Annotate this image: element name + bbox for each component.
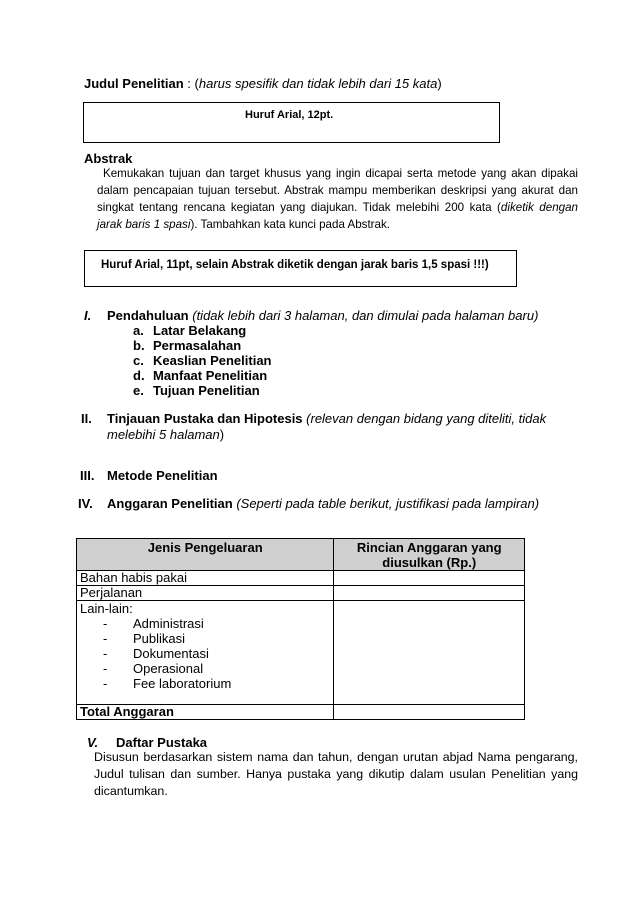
- table-cell: [334, 571, 525, 586]
- judul-sep: : (: [183, 76, 199, 91]
- table-cell: Bahan habis pakai: [77, 571, 334, 586]
- section-3-number: III.: [80, 468, 95, 483]
- section-2-note-close: ): [219, 427, 225, 442]
- table-cell: [77, 601, 334, 705]
- daftar-pustaka-body: Disusun berdasarkan sistem nama dan tahun, dengan urutan abjad Nama pengarang, Judul tulisan dan sumber. Hanya pustaka yang dikutip dalam usulan Penelitian yang dicantumkan.: [94, 750, 578, 798]
- abstrak-paragraph: [97, 165, 578, 233]
- font-format-text: Huruf Arial, 11pt, selain Abstrak diketik dengan jarak baris 1,5 spasi !!!): [101, 259, 489, 271]
- section-4-heading: [107, 496, 539, 511]
- judul-line: [84, 76, 442, 91]
- section-5-number: V.: [87, 735, 99, 750]
- judul-note: harus spesifik dan tidak lebih dari 15 kata: [198, 76, 438, 91]
- table-cell: [334, 705, 525, 720]
- section-2-heading: [107, 411, 546, 443]
- abstrak-italic: diketik dengan jarak baris 1 spasi: [97, 201, 578, 231]
- list-item: a. Latar Belakang: [133, 323, 247, 338]
- table-cell: [334, 586, 525, 601]
- section-4-title: Anggaran Penelitian: [107, 496, 233, 511]
- list-item: - Operasional: [103, 661, 204, 676]
- abstrak-text-1: Kemukakan tujuan dan target khusus yang ingin dicapai serta metode yang akan dipakai dalam pencapaian tujuan tersebut. Abstrak mampu memberikan deskripsi yang akurat dan singkat tentang rencana kegiatan yang diajukan. Tidak melebihi 200 kata (: [97, 167, 578, 214]
- section-1-number: I.: [84, 308, 92, 323]
- section-2-note-2: melebihi 5 halaman: [107, 427, 220, 442]
- abstrak-text-2: ). Tambahkan kata kunci pada Abstrak.: [190, 218, 391, 231]
- list-item: e. Tujuan Penelitian: [133, 383, 260, 398]
- judul-close: ): [437, 76, 442, 91]
- list-item: - Administrasi: [103, 616, 204, 631]
- table-row: [77, 571, 525, 586]
- section-1-note: (tidak lebih dari 3 halaman, dan dimulai pada halaman baru): [188, 308, 539, 323]
- list-item: b. Permasalahan: [133, 338, 242, 353]
- table-header-rincian: Rincian Anggaran yang diusulkan (Rp.): [334, 539, 525, 571]
- table-cell: Perjalanan: [77, 586, 334, 601]
- section-2-note-1: (relevan dengan bidang yang diteliti, tidak: [302, 411, 547, 426]
- section-4-note: (Seperti pada table berikut, justifikasi pada lampiran): [232, 496, 540, 511]
- list-item: d. Manfaat Penelitian: [133, 368, 268, 383]
- section-4-number: IV.: [78, 496, 93, 511]
- table-cell: [334, 601, 525, 705]
- table-header-row: [77, 539, 525, 571]
- list-item: c. Keaslian Penelitian: [133, 353, 272, 368]
- section-2-number: II.: [81, 411, 92, 426]
- list-item: - Dokumentasi: [103, 646, 209, 661]
- title-format-box: [83, 102, 500, 143]
- table-header-jenis: Jenis Pengeluaran: [77, 539, 334, 571]
- lain-lain-label: Lain-lain:: [80, 601, 133, 616]
- section-5-title: Daftar Pustaka: [116, 735, 208, 750]
- section-3-title: Metode Penelitian: [107, 468, 218, 483]
- section-1-title: Pendahuluan: [107, 308, 189, 323]
- table-total-label: Total Anggaran: [77, 705, 334, 720]
- budget-table: [76, 538, 525, 720]
- table-total-row: [77, 705, 525, 720]
- title-format-text: Huruf Arial, 12pt.: [245, 109, 334, 121]
- abstrak-heading: Abstrak: [84, 151, 133, 166]
- list-item: - Publikasi: [103, 631, 186, 646]
- table-row: [77, 586, 525, 601]
- font-format-box: [84, 250, 517, 287]
- judul-label: Judul Penelitian: [84, 76, 184, 91]
- list-item: - Fee laboratorium: [103, 676, 232, 691]
- section-1-heading: [107, 308, 538, 323]
- table-row: [77, 601, 525, 705]
- section-2-title: Tinjauan Pustaka dan Hipotesis: [107, 411, 303, 426]
